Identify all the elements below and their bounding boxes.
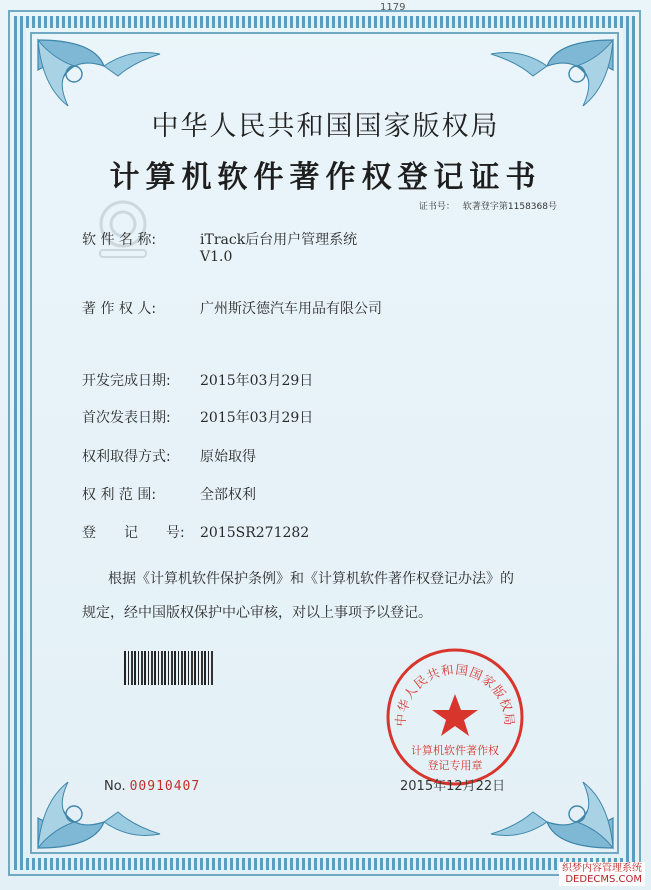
site-stamp-line: DEDECMS.COM xyxy=(565,874,642,885)
barcode-icon xyxy=(124,651,214,685)
field-label: 首次发表日期: xyxy=(82,410,171,426)
field-label: 软 件 名 称: xyxy=(82,232,157,248)
field-value: 2015SR271282 xyxy=(200,525,310,541)
field-scope xyxy=(82,484,256,504)
field-value: 原始取得 xyxy=(200,449,256,465)
serial-number-value: 00910407 xyxy=(129,779,201,794)
statement-line: 根据《计算机软件保护条例》和《计算机软件著作权登记办法》的 xyxy=(108,571,514,587)
field-value: 全部权利 xyxy=(200,487,256,503)
handwritten-note: 1179 xyxy=(380,2,406,13)
certificate-number xyxy=(411,199,557,212)
issuer-title: 中华人民共和国国家版权局 xyxy=(151,111,500,142)
serial-number-label: No. xyxy=(104,779,126,794)
software-version: V1.0 xyxy=(200,249,233,265)
statement xyxy=(82,562,582,630)
field-label: 登 记 号: xyxy=(82,525,185,541)
serial-number xyxy=(104,779,200,794)
statement-line: 规定，经中国版权保护中心审核，对以上事项予以登记。 xyxy=(82,605,432,621)
certificate-title: 计算机软件著作权登记证书 xyxy=(109,160,542,195)
field-label: 开发完成日期: xyxy=(82,373,171,389)
field-label: 权利取得方式: xyxy=(82,449,171,465)
field-reg-no xyxy=(82,522,309,542)
field-label: 权 利 范 围: xyxy=(82,487,157,503)
site-stamp-line: 织梦内容管理系统 xyxy=(562,863,642,874)
issue-date: 2015年12月22日 xyxy=(400,779,506,794)
field-label: 著 作 权 人: xyxy=(82,301,157,317)
seal-center-text: 登记专用章 xyxy=(427,759,483,772)
field-software-name xyxy=(82,229,357,249)
field-value: iTrack后台用户管理系统 xyxy=(200,232,358,248)
seal-ring-text: 中华人民共和国国家版权局 xyxy=(392,661,518,727)
official-seal-icon xyxy=(384,646,526,788)
field-value: 广州斯沃德汽车用品有限公司 xyxy=(200,301,382,317)
watermark-emblem-icon xyxy=(92,194,154,260)
field-value: 2015年03月29日 xyxy=(200,373,314,389)
field-acquire xyxy=(82,446,256,466)
site-watermark-stamp xyxy=(559,862,645,886)
certificate-number-value: 软著登字第1158368号 xyxy=(462,202,557,212)
field-owner xyxy=(82,298,382,318)
field-value: 2015年03月29日 xyxy=(200,410,314,426)
certificate-number-label: 证书号： xyxy=(418,202,455,212)
field-pub-date xyxy=(82,407,313,427)
seal-center-text: 计算机软件著作权 xyxy=(411,744,499,757)
field-dev-date xyxy=(82,370,313,390)
